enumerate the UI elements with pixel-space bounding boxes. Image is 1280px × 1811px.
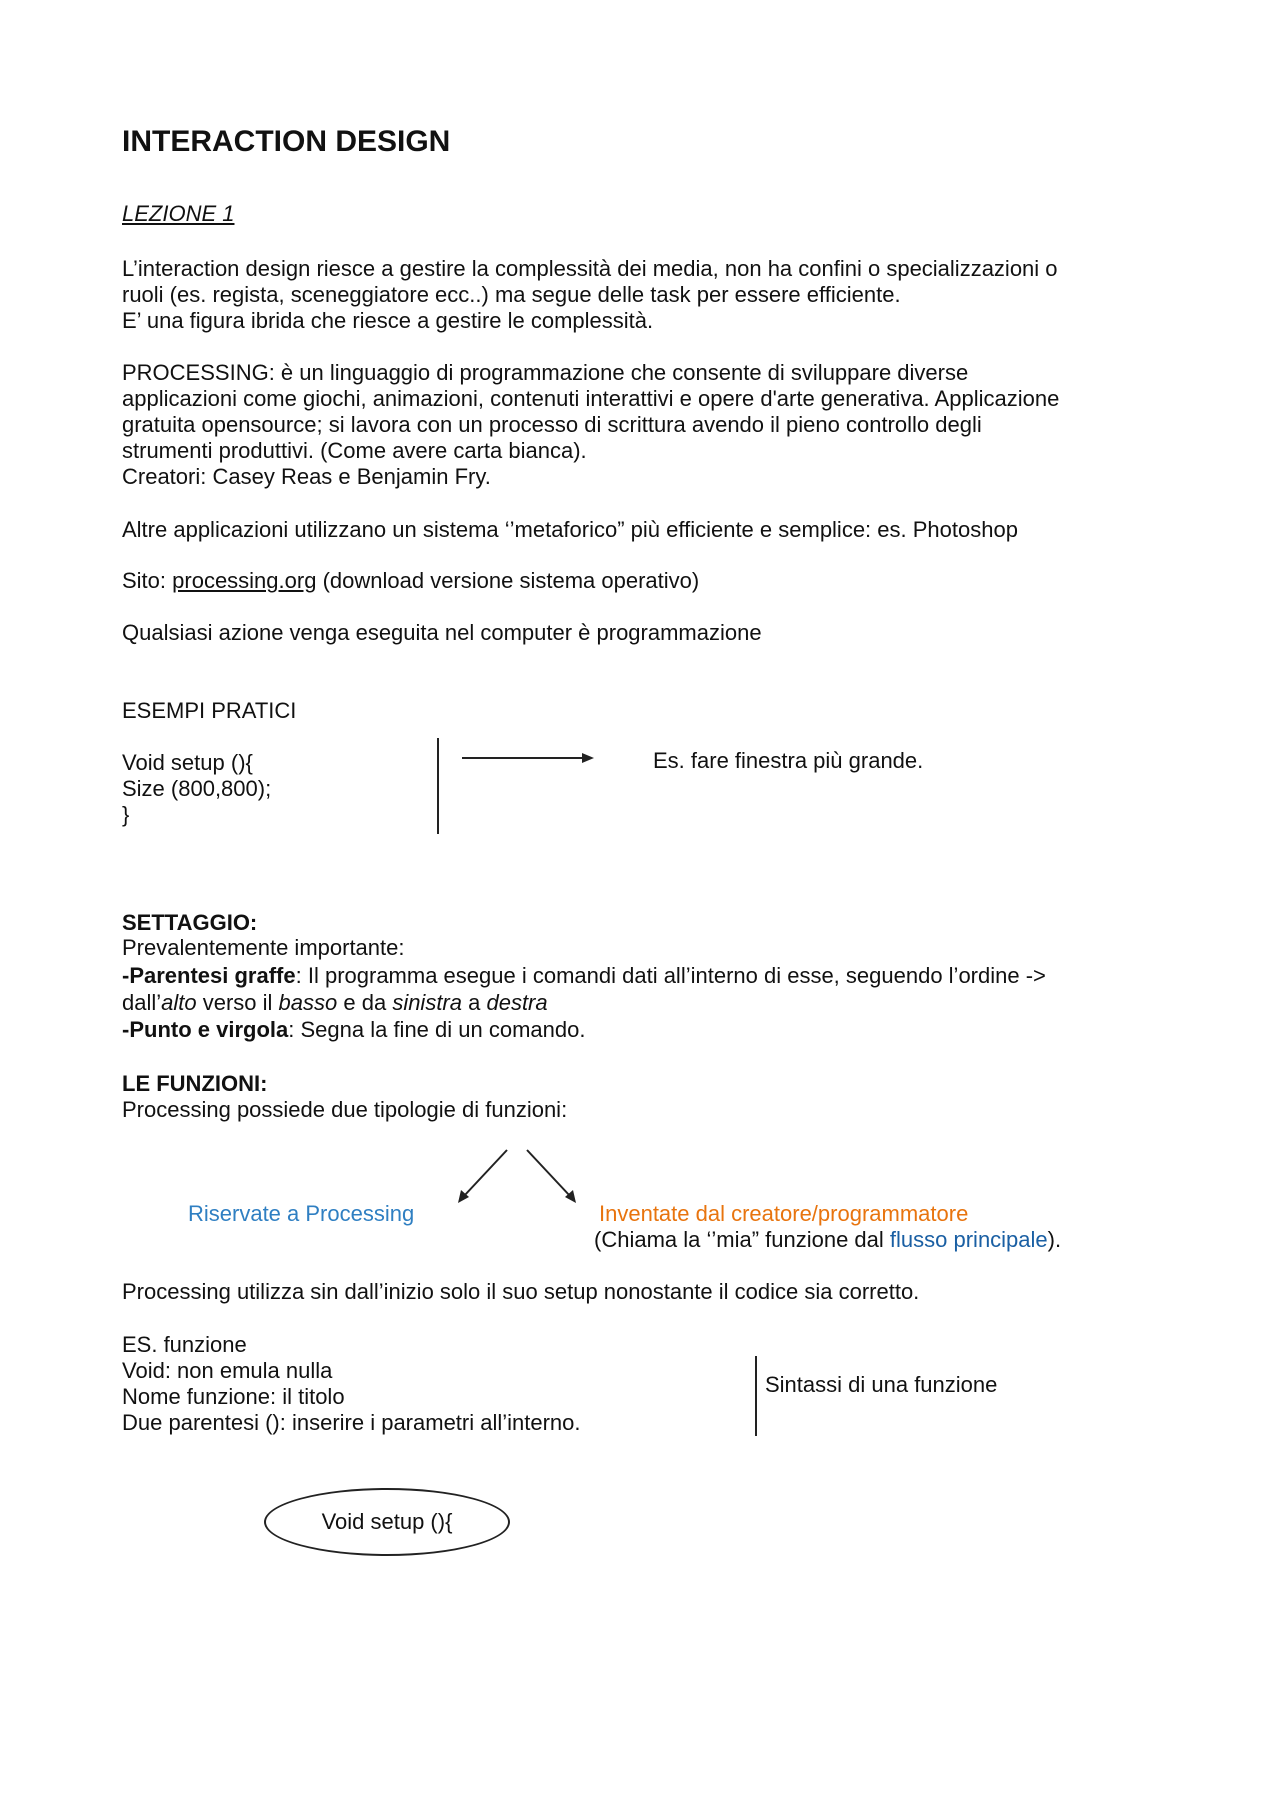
sito-line <box>122 568 699 594</box>
intro-paragraph <box>122 256 1058 334</box>
es-funzione-line: Nome funzione: il titolo <box>122 1384 345 1409</box>
sito-suffix: (download versione sistema operativo) <box>316 568 700 593</box>
sito-prefix: Sito: <box>122 568 173 593</box>
order-sinistra: sinistra <box>392 990 462 1015</box>
punto-virgola-label: -Punto e virgola <box>122 1017 289 1042</box>
riservate-label: Riservate a Processing <box>188 1201 415 1226</box>
sintassi-label: Sintassi di una funzione <box>765 1372 998 1397</box>
order-text: e da <box>337 990 393 1015</box>
processing-line: Creatori: Casey Reas e Benjamin Fry. <box>122 464 491 489</box>
flusso-principale: flusso principale <box>889 1227 1048 1252</box>
code-example <box>122 750 271 828</box>
funzioni-heading: LE FUNZIONI: <box>122 1071 268 1096</box>
oval-text: Void setup (){ <box>321 1509 453 1534</box>
setup-oval <box>264 1488 510 1556</box>
intro-line: E’ una figura ibrida che riesce a gestire le complessità. <box>122 308 654 333</box>
settaggio-subtitle: Prevalentemente importante: <box>122 935 405 960</box>
divider-line <box>437 738 439 834</box>
parentesi-graffe-label: -Parentesi graffe <box>122 963 296 988</box>
es-funzione-block <box>122 1332 581 1436</box>
split-arrows-icon <box>455 1148 595 1208</box>
order-alto: alto <box>161 990 197 1015</box>
order-destra: destra <box>486 990 548 1015</box>
chiama-prefix: (Chiama la ‘’mia” funzione dal <box>594 1227 890 1252</box>
punto-virgola-text: : Segna la fine di un comando. <box>288 1017 586 1042</box>
funzioni-subtitle: Processing possiede due tipologie di funzioni: <box>122 1097 568 1122</box>
intro-line: L’interaction design riesce a gestire la complessità dei media, non ha confini o specializzazioni o <box>122 256 1058 281</box>
esempi-heading: ESEMPI PRATICI <box>122 698 297 723</box>
punto-virgola-line <box>122 1017 585 1043</box>
code-line: } <box>122 802 130 827</box>
page-title: INTERACTION DESIGN <box>122 125 451 158</box>
setup-note: Processing utilizza sin dall’inizio solo il suo setup nonostante il codice sia corretto. <box>122 1279 920 1304</box>
altre-applicazioni: Altre applicazioni utilizzano un sistema ‘’metaforico” più efficiente e semplice: es. Photoshop <box>122 517 1018 542</box>
order-text: verso il <box>196 990 279 1015</box>
order-line <box>122 990 548 1016</box>
code-line: Size (800,800); <box>122 776 272 801</box>
processing-line: applicazioni come giochi, animazioni, contenuti interattivi e opere d'arte generativa. Applicazione <box>122 386 1060 411</box>
chiama-suffix: ). <box>1047 1227 1062 1252</box>
settaggio-heading: SETTAGGIO: <box>122 910 258 935</box>
es-funzione-line: Void: non emula nulla <box>122 1358 333 1383</box>
es-funzione-line: Due parentesi (): inserire i parametri all’interno. <box>122 1410 581 1435</box>
chiama-line <box>594 1227 1061 1253</box>
intro-line: ruoli (es. regista, sceneggiatore ecc..) ma segue delle task per essere efficiente. <box>122 282 901 307</box>
esempi-note: Es. fare finestra più grande. <box>653 748 924 773</box>
qualsiasi-line: Qualsiasi azione venga eseguita nel computer è programmazione <box>122 620 762 645</box>
processing-line: PROCESSING: è un linguaggio di programmazione che consente di sviluppare diverse <box>122 360 969 385</box>
parentesi-graffe-text: : Il programma esegue i comandi dati all’interno di esse, seguendo l’ordine -> <box>295 963 1046 988</box>
lesson-heading: LEZIONE 1 <box>122 201 235 226</box>
processing-link[interactable]: processing.org <box>172 568 317 593</box>
right-arrow-icon <box>460 748 600 768</box>
parentesi-graffe-line <box>122 963 1046 989</box>
processing-paragraph <box>122 360 1059 490</box>
code-line: Void setup (){ <box>122 750 253 775</box>
divider-line <box>755 1356 757 1436</box>
es-funzione-line: ES. funzione <box>122 1332 247 1357</box>
order-text: dall’ <box>122 990 162 1015</box>
order-text: a <box>462 990 487 1015</box>
processing-line: strumenti produttivi. (Come avere carta bianca). <box>122 438 587 463</box>
order-basso: basso <box>278 990 338 1015</box>
processing-line: gratuita opensource; si lavora con un processo di scrittura avendo il pieno controllo degli <box>122 412 982 437</box>
inventate-label: Inventate dal creatore/programmatore <box>599 1201 969 1226</box>
